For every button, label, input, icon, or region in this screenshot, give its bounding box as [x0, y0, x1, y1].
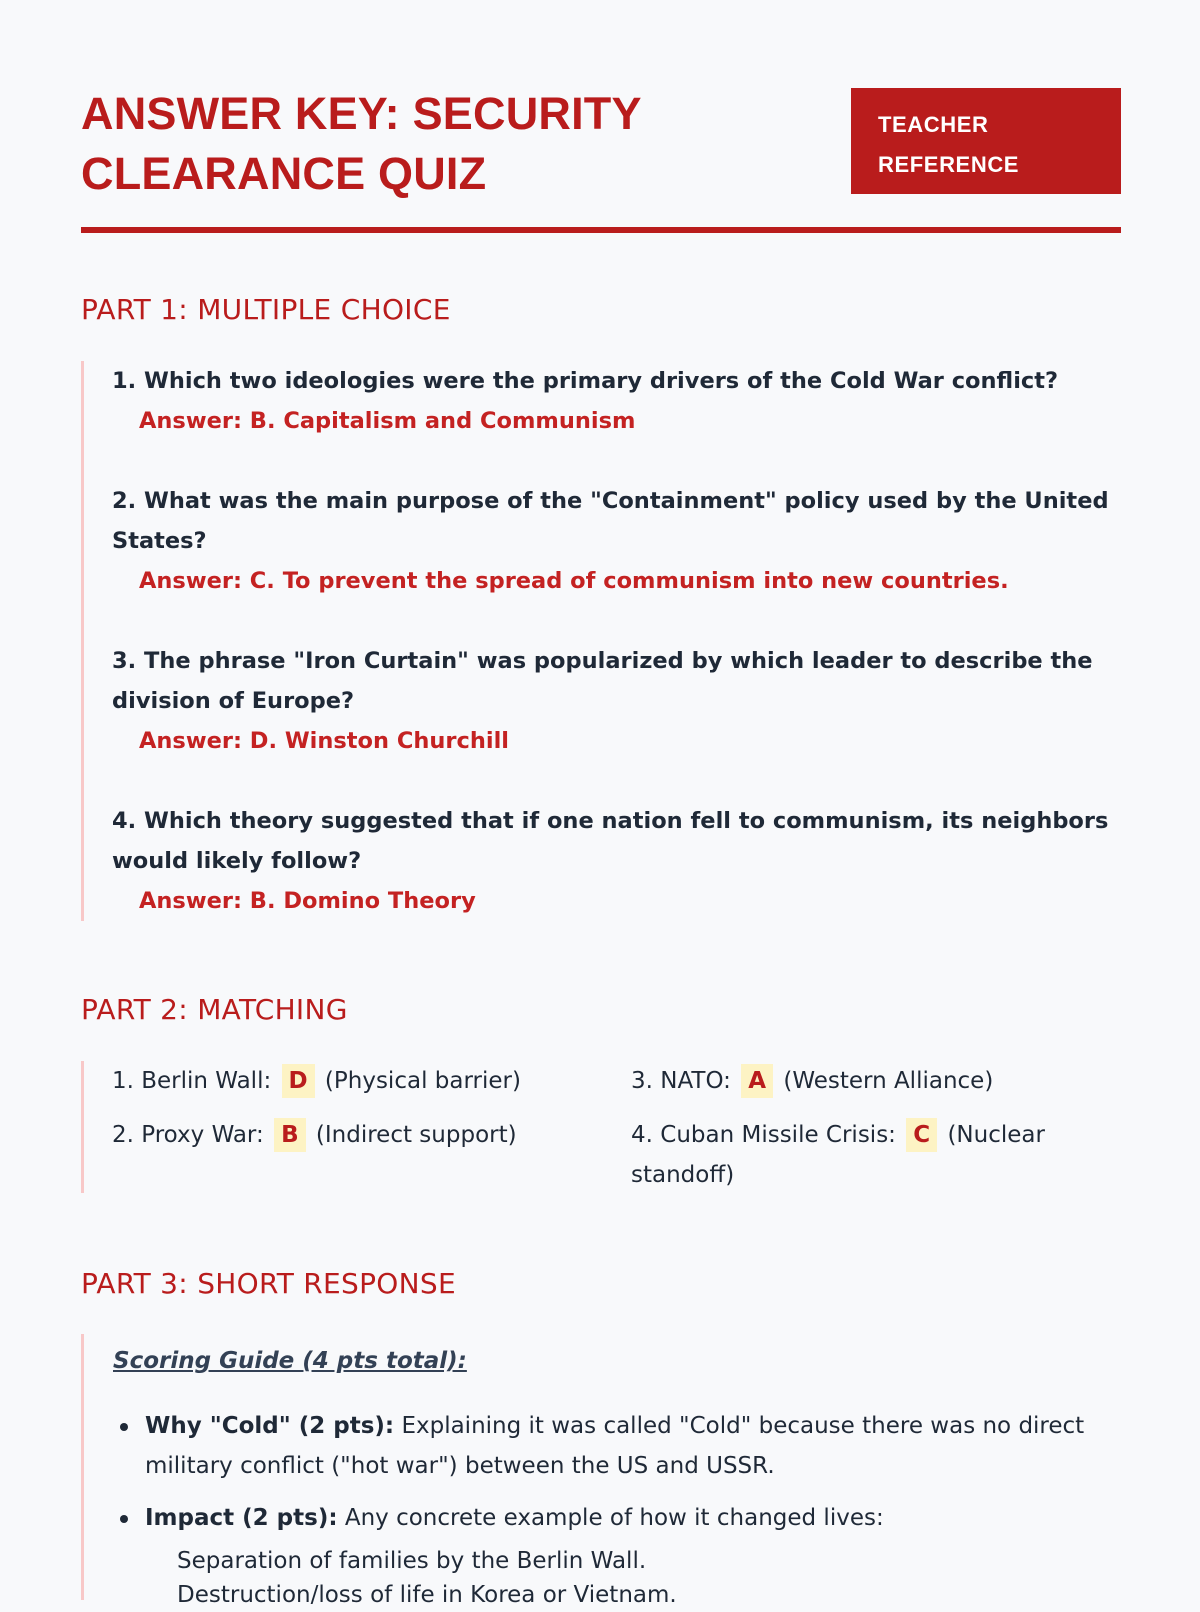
question-text: 4. Which theory suggested that if one nation fell to communism, its neighbors would likely follow? [112, 808, 1109, 874]
impact-example: Separation of families by the Berlin Wall. [177, 1548, 647, 1574]
match-desc: (Western Alliance) [783, 1068, 994, 1094]
answer-text: Answer: B. Capitalism and Communism [139, 408, 636, 434]
match-item [631, 1115, 1101, 1195]
match-desc: (Indirect support) [315, 1122, 517, 1148]
scoring-bullet [112, 1406, 1112, 1486]
question-item [112, 801, 1112, 921]
bullet-text: Explaining it was called "Cold" because there was no direct military conflict ("hot war") between the US and USSR. [145, 1413, 1085, 1479]
part1-questions [81, 361, 1121, 921]
match-term: 2. Proxy War: [112, 1122, 264, 1148]
bullet-label: Impact (2 pts): [145, 1505, 338, 1531]
match-desc: (Nuclear standoff) [631, 1122, 1045, 1188]
match-letter: B [274, 1118, 306, 1152]
header [81, 84, 1121, 234]
scoring-bullet [112, 1498, 1112, 1538]
question-item [112, 641, 1112, 761]
teacher-reference-badge: TEACHER REFERENCE [851, 88, 1121, 194]
match-desc: (Physical barrier) [324, 1068, 521, 1094]
part1-title: PART 1: MULTIPLE CHOICE [81, 293, 451, 326]
match-letter: C [906, 1118, 937, 1152]
impact-example: Destruction/loss of life in Korea or Vietnam. [177, 1582, 677, 1608]
bullet-label: Why "Cold" (2 pts): [145, 1413, 395, 1439]
answer-text: Answer: D. Winston Churchill [139, 728, 509, 754]
part2-title: PART 2: MATCHING [81, 993, 348, 1026]
match-letter: A [741, 1064, 773, 1098]
question-text: 1. Which two ideologies were the primary drivers of the Cold War conflict? [112, 368, 1059, 394]
part3-title: PART 3: SHORT RESPONSE [81, 1267, 456, 1300]
match-term: 4. Cuban Missile Crisis: [631, 1122, 896, 1148]
bullet-text: Any concrete example of how it changed lives: [344, 1505, 884, 1531]
scoring-list [112, 1406, 1112, 1550]
question-item [112, 481, 1112, 601]
header-divider [81, 227, 1121, 233]
match-item [631, 1061, 1101, 1101]
match-term: 3. NATO: [631, 1068, 731, 1094]
answer-text: Answer: C. To prevent the spread of communism into new countries. [139, 568, 1009, 594]
part2-matching [81, 1061, 1121, 1193]
match-letter: D [282, 1064, 315, 1098]
match-item [112, 1115, 592, 1155]
answer-text: Answer: B. Domino Theory [139, 888, 476, 914]
page-title: ANSWER KEY: SECURITY CLEARANCE QUIZ [81, 88, 641, 199]
match-item [112, 1061, 592, 1101]
question-item [112, 361, 1112, 441]
question-text: 2. What was the main purpose of the "Containment" policy used by the United States? [112, 488, 1109, 554]
question-text: 3. The phrase "Iron Curtain" was popularized by which leader to describe the division of Europe? [112, 648, 1093, 714]
scoring-guide-heading: Scoring Guide (4 pts total): [113, 1348, 467, 1374]
match-term: 1. Berlin Wall: [112, 1068, 272, 1094]
